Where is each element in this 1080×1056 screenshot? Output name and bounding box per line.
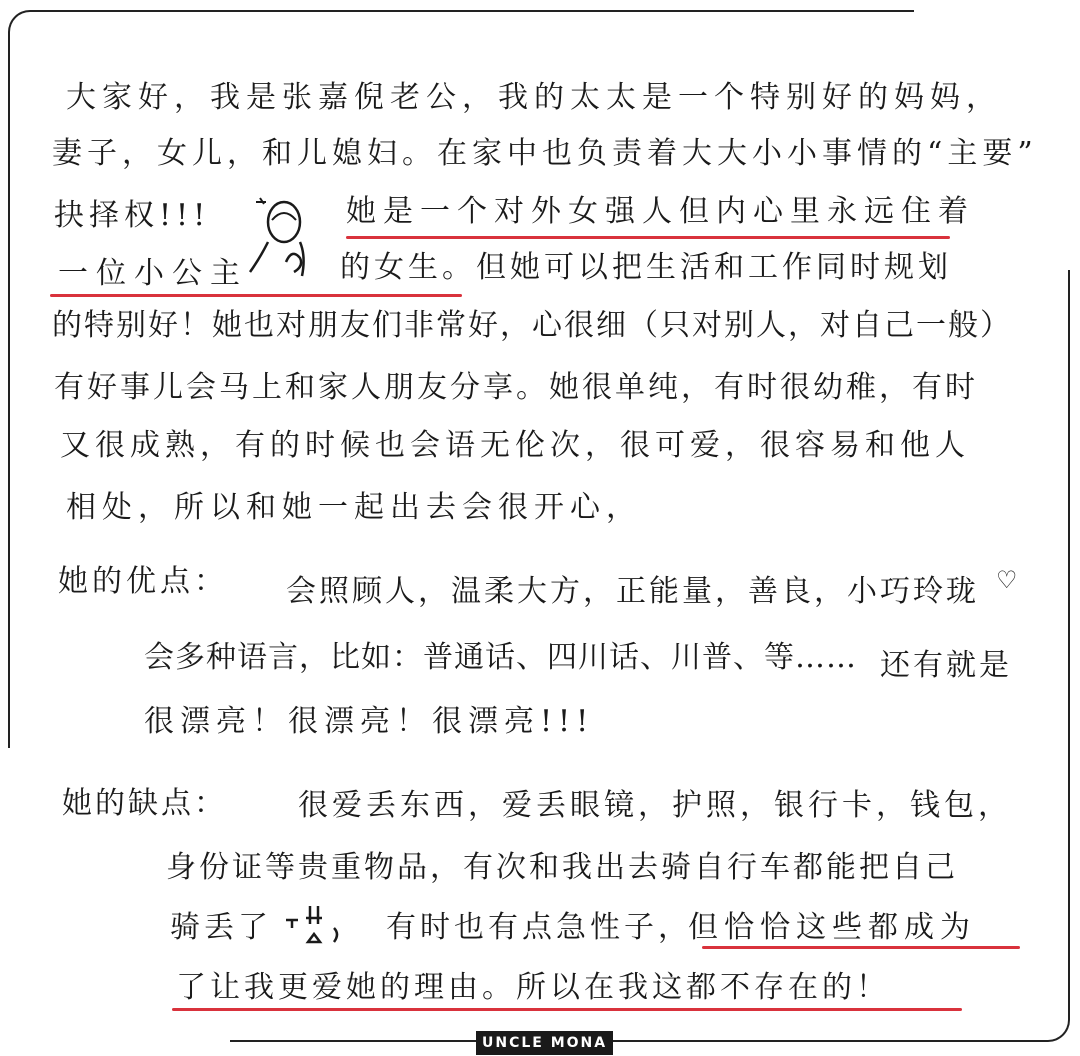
flaws-line-2: 身份证等贵重物品，有次和我出去骑自行车都能把自己 (166, 850, 958, 885)
frame-bottom-right-corner (1030, 1000, 1070, 1042)
merits-line-3: 很漂亮！很漂亮！很漂亮!!! (144, 704, 595, 739)
letter-line-7: 的特别好！她也对朋友们非常好，心很细（只对别人，对自己一般） (52, 308, 1012, 343)
flaws-line-1: 很爱丢东西，爱丢眼镜，护照，银行卡，钱包， (298, 788, 1012, 823)
flaws-line-3: 骑丢了 (170, 910, 272, 945)
letter-line-4: 她是一个对外女强人但内心里永远住着 (346, 194, 975, 229)
flaws-line-3-end: 但恰恰这些都成为 (688, 910, 976, 945)
red-underline-4 (172, 1008, 962, 1011)
red-underline-1 (346, 236, 950, 239)
frame-left-border (8, 48, 10, 748)
letter-line-9: 又很成熟，有的时候也会语无伦次，很可爱，很容易和他人 (60, 428, 970, 463)
letter-line-10: 相处，所以和她一起出去会很开心， (66, 490, 642, 525)
letter-line-1: 大家好，我是张嘉倪老公，我的太太是一个特别好的妈妈， (66, 80, 1002, 115)
frame-bottom-border (230, 1040, 1030, 1042)
letter-line-6: 的女生。但她可以把生活和工作同时规划 (340, 250, 952, 285)
red-underline-2 (50, 294, 462, 297)
merits-line-2-end: 还有就是 (880, 648, 1012, 683)
merits-line-1: 会照顾人，温柔大方，正能量，善良，小巧玲珑 (286, 574, 979, 609)
letter-line-8: 有好事儿会马上和家人朋友分享。她很单纯，有时很幼稚，有时 (54, 370, 978, 405)
letter-line-5: 一位小公主 (58, 256, 248, 291)
letter-line-3: 抉择权!!! (54, 198, 211, 233)
frame-right-border (1068, 270, 1070, 1010)
girl-sketch-icon (246, 192, 320, 282)
frame-corner (8, 10, 50, 52)
flaws-heading: 她的缺点： (62, 786, 227, 821)
flaws-line-3-cont: 有时也有点急性子， (386, 910, 692, 945)
heart-icon: ♡ (996, 566, 1018, 594)
red-underline-3 (702, 946, 1020, 949)
letter-line-2: 妻子，女儿，和儿媳妇。在家中也负责着大大小小事情的“主要” (52, 136, 1038, 171)
crying-face-icon (280, 902, 346, 948)
merits-line-2: 会多种语言，比如：普通话、四川话、川普、等…… (144, 640, 857, 675)
merits-heading: 她的优点： (58, 564, 228, 599)
frame-top-border (30, 10, 914, 12)
flaws-line-4: 了让我更爱她的理由。所以在我这都不存在的！ (176, 970, 890, 1005)
watermark-badge: UNCLE MONA (476, 1031, 613, 1055)
